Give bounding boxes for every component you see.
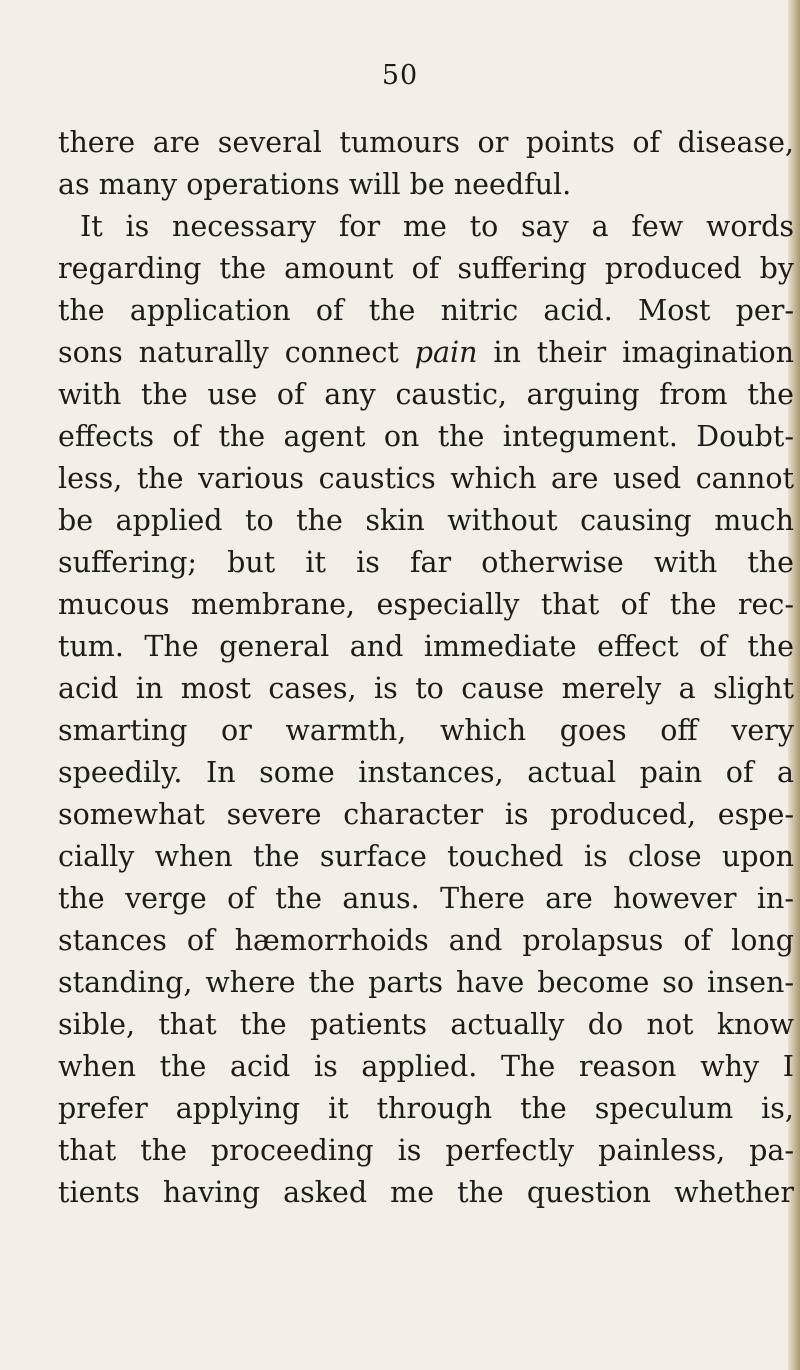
text-line: less, the various caustics which are used cannot bbox=[58, 462, 794, 495]
text-line: stances of hæmorrhoids and prolapsus of long bbox=[58, 924, 794, 957]
text-line: tients having asked me the question whether bbox=[58, 1176, 794, 1209]
text-line: cially when the surface touched is close upon bbox=[58, 840, 794, 873]
text-line: tum. The general and immediate effect of the bbox=[58, 630, 794, 663]
page-number: 50 bbox=[381, 60, 419, 91]
text-line: suffering; but it is far otherwise with the bbox=[58, 546, 794, 579]
text-line: that the proceeding is perfectly painless, pa- bbox=[58, 1134, 794, 1167]
text-segment: in their imagination bbox=[477, 336, 795, 369]
text-line: prefer applying it through the speculum is, bbox=[58, 1092, 794, 1125]
text-line bbox=[58, 332, 794, 374]
text-line: somewhat severe character is produced, espe- bbox=[58, 798, 794, 831]
text-segment: sons naturally connect bbox=[58, 336, 415, 369]
body-text bbox=[58, 122, 794, 1214]
text-line: the verge of the anus. There are however in- bbox=[58, 882, 794, 915]
text-line: as many operations will be needful. bbox=[58, 168, 572, 201]
text-line: sible, that the patients actually do not know bbox=[58, 1008, 794, 1041]
text-line: with the use of any caustic, arguing from the bbox=[58, 378, 794, 411]
text-line: the application of the nitric acid. Most per- bbox=[58, 294, 794, 327]
italic-word: pain bbox=[414, 336, 478, 369]
text-line: smarting or warmth, which goes off very bbox=[58, 714, 794, 747]
text-line: standing, where the parts have become so insen- bbox=[58, 966, 794, 999]
text-line: It is necessary for me to say a few words bbox=[80, 210, 794, 243]
text-line: effects of the agent on the integument. Doubt- bbox=[58, 420, 794, 453]
text-line: speedily. In some instances, actual pain of a bbox=[58, 756, 794, 789]
text-line: there are several tumours or points of disease, bbox=[58, 126, 794, 159]
text-line: be applied to the skin without causing much bbox=[58, 504, 794, 537]
text-line: acid in most cases, is to cause merely a slight bbox=[58, 672, 794, 705]
text-line: regarding the amount of suffering produced by bbox=[58, 252, 794, 285]
text-line: when the acid is applied. The reason why I bbox=[58, 1050, 794, 1083]
text-line: mucous membrane, especially that of the rec- bbox=[58, 588, 794, 621]
